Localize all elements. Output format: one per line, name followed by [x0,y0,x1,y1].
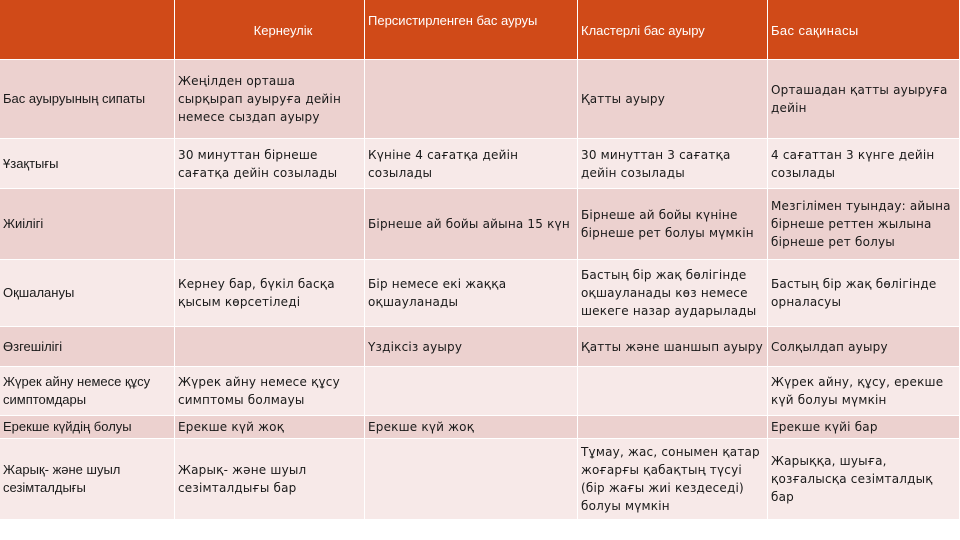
cell-nausea-persistent [365,367,578,416]
cell-sensitivity-persistent [365,439,578,520]
cell-sensitivity-cluster: Тұмау, жас, сонымен қатар жоғарғы қабақтың түсуі (бір жағы жиі кездеседі) болуы мүмкін [578,439,768,520]
cell-localization-tension: Кернеу бар, бүкіл басқа қысым көрсетіледі [175,260,365,327]
cell-duration-persistent: Күніне 4 сағатқа дейін созылады [365,139,578,189]
cell-specificity-persistent: Үздіксіз ауыру [365,327,578,367]
header-cluster: Кластерлі бас ауыру [578,0,768,60]
cell-duration-cluster: 30 минуттан 3 сағатқа дейін созылады [578,139,768,189]
cell-nausea-cluster [578,367,768,416]
cell-nausea-tension: Жүрек айну немесе құсу симптомы болмауы [175,367,365,416]
cell-specificity-migraine: Солқылдап ауыру [768,327,960,367]
cell-frequency-cluster: Бірнеше ай бойы күніне бірнеше рет болуы мүмкін [578,189,768,260]
cell-aura-persistent: Ерекше күй жоқ [365,416,578,439]
header-empty [0,0,175,60]
row-label-frequency: Жиілігі [0,189,175,260]
cell-sensitivity-migraine: Жарыққа, шуыға, қозғалысқа сезімталдық бар [768,439,960,520]
cell-character-persistent [365,60,578,139]
header-persistent: Персистирленген бас ауруы [365,0,578,60]
header-migraine: Бас сақинасы [768,0,960,60]
cell-localization-migraine: Бастың бір жақ бөлігінде орналасуы [768,260,960,327]
cell-sensitivity-tension: Жарық- және шуыл сезімталдығы бар [175,439,365,520]
row-label-character: Бас ауыруының сипаты [0,60,175,139]
cell-character-tension: Жеңілден орташа сырқырап ауыруға дейін немесе сыздап ауыру [175,60,365,139]
cell-specificity-cluster: Қатты және шаншып ауыру [578,327,768,367]
cell-character-cluster: Қатты ауыру [578,60,768,139]
cell-localization-persistent: Бір немесе екі жаққа оқшауланады [365,260,578,327]
cell-frequency-migraine: Мезгілімен туындау: айына бірнеше реттен жылына бірнеше рет болуы [768,189,960,260]
row-label-localization: Оқшалануы [0,260,175,327]
row-label-aura: Ерекше күйдің болуы [0,416,175,439]
cell-duration-migraine: 4 сағаттан 3 күнге дейін созылады [768,139,960,189]
cell-aura-tension: Ерекше күй жоқ [175,416,365,439]
row-label-nausea: Жүрек айну немесе құсу симптомдары [0,367,175,416]
header-tension: Кернеулік [175,0,365,60]
cell-character-migraine: Орташадан қатты ауыруға дейін [768,60,960,139]
row-label-duration: Ұзақтығы [0,139,175,189]
row-label-specificity: Өзгешілігі [0,327,175,367]
row-label-sensitivity: Жарық- және шуыл сезімталдығы [0,439,175,520]
cell-nausea-migraine: Жүрек айну, құсу, ерекше күй болуы мүмкін [768,367,960,416]
cell-localization-cluster: Бастың бір жақ бөлігінде оқшауланады көз немесе шекеге назар аударылады [578,260,768,327]
cell-duration-tension: 30 минуттан бірнеше сағатқа дейін созылады [175,139,365,189]
cell-aura-cluster [578,416,768,439]
cell-aura-migraine: Ерекше күйі бар [768,416,960,439]
cell-frequency-persistent: Бірнеше ай бойы айына 15 күн [365,189,578,260]
cell-specificity-tension [175,327,365,367]
cell-frequency-tension [175,189,365,260]
